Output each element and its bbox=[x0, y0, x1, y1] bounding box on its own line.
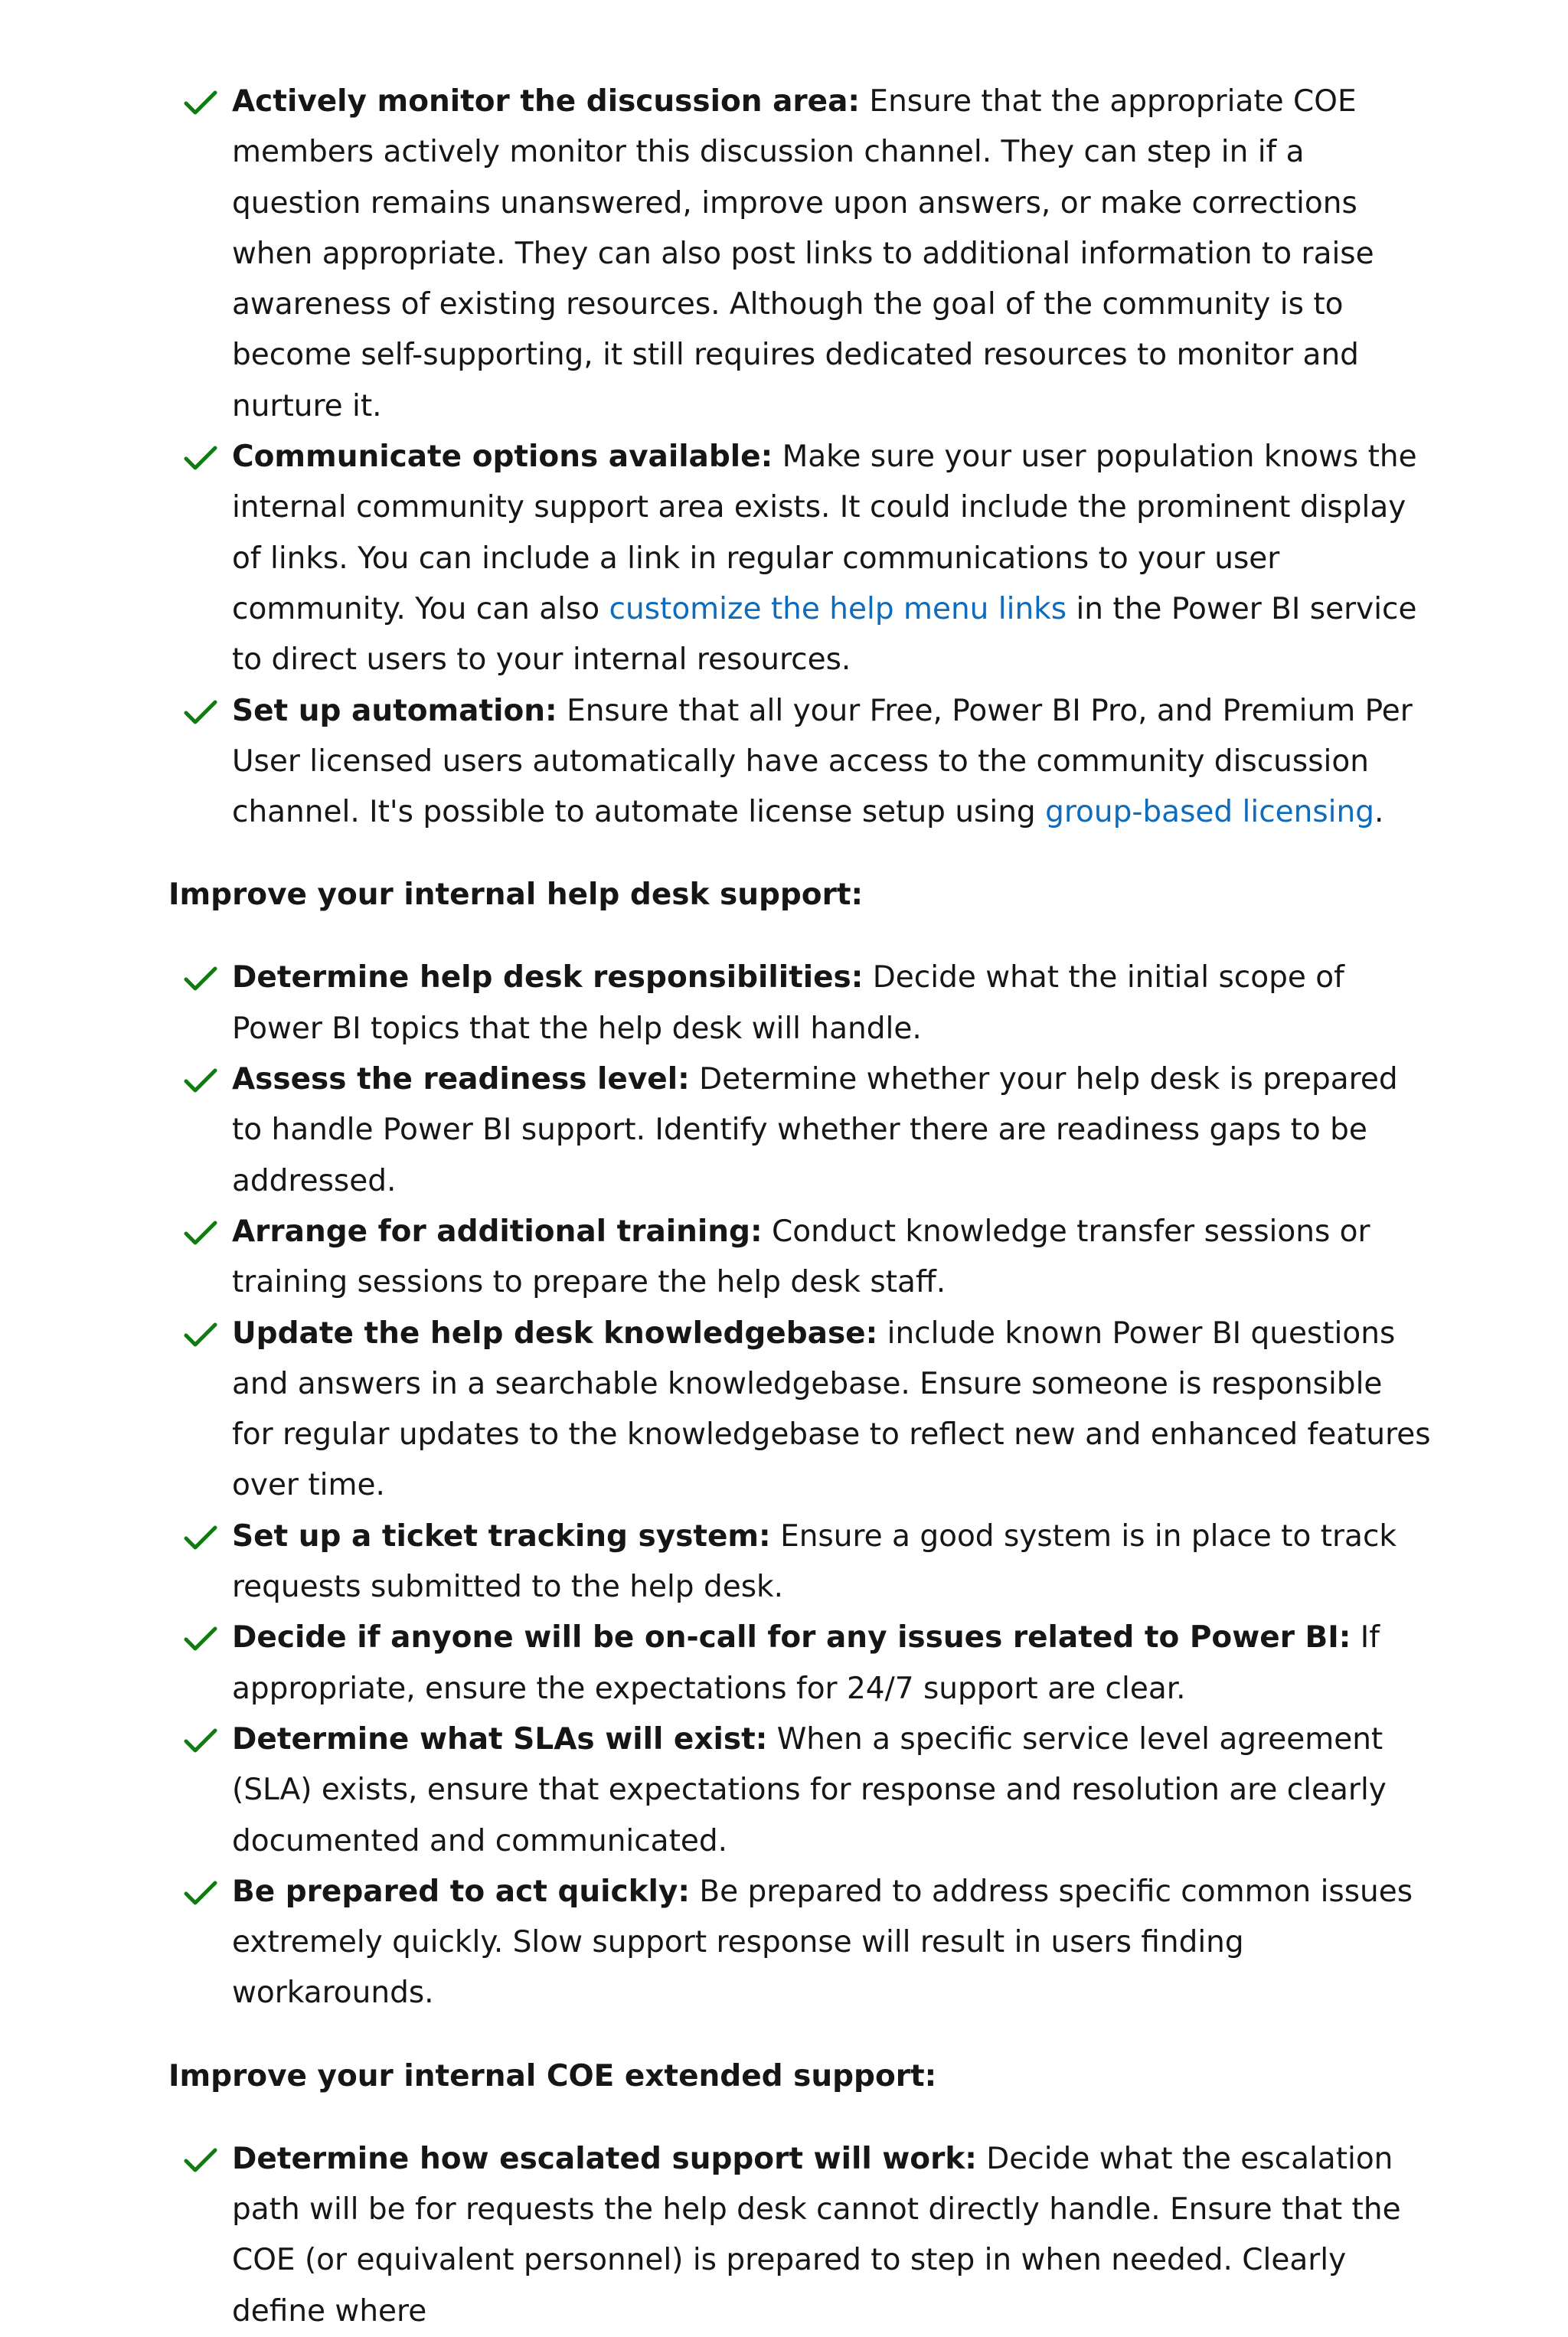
item-lead: Determine help desk responsibilities: bbox=[232, 960, 864, 995]
item-text: . bbox=[1374, 795, 1384, 830]
item-text: Ensure a good system is in place to track requests submitted to the help desk. bbox=[232, 1518, 1396, 1605]
customize-help-menu-link[interactable]: customize the help menu links bbox=[609, 591, 1067, 626]
checklist-item bbox=[168, 1309, 1432, 1512]
item-text: Decide what the escalation path will be for requests the help desk cannot directly handle. Ensure that the COE (or equivalent personnel) is prepared to step in when needed. Clearly define where bbox=[232, 2141, 1401, 2329]
checklist-item bbox=[168, 1512, 1432, 1613]
checkmark-icon bbox=[184, 1322, 217, 1347]
item-text: When a specific service level agreement (SLA) exists, ensure that expectations for response and resolution are clearly documented and communicated. bbox=[232, 1721, 1387, 1858]
checklist-item bbox=[168, 1207, 1432, 1309]
help-desk-checklist bbox=[168, 953, 1432, 2018]
item-text: Be prepared to address specific common issues extremely quickly. Slow support response will result in users finding workarounds. bbox=[232, 1874, 1413, 2011]
item-text: in the Power BI service to direct users to your internal resources. bbox=[232, 591, 1417, 678]
item-lead: Assess the readiness level: bbox=[232, 1062, 690, 1097]
checkmark-icon bbox=[184, 700, 217, 724]
item-lead: Communicate options available: bbox=[232, 440, 773, 475]
section-heading-coe-support: Improve your internal COE extended support: bbox=[168, 2058, 937, 2093]
checkmark-icon bbox=[184, 1626, 217, 1651]
section-heading-help-desk: Improve your internal help desk support: bbox=[168, 878, 864, 913]
checklist-item bbox=[168, 2134, 1432, 2337]
checklist-item bbox=[168, 686, 1432, 838]
item-text: Conduct knowledge transfer sessions or training sessions to prepare the help desk staff. bbox=[232, 1214, 1370, 1300]
checkmark-icon bbox=[184, 1221, 217, 1245]
item-lead: Actively monitor the discussion area: bbox=[232, 84, 861, 119]
item-text: Determine whether your help desk is prepared to handle Power BI support. Identify whether there are readiness gaps to be addressed. bbox=[232, 1062, 1398, 1198]
checkmark-icon bbox=[184, 90, 217, 115]
item-text: Decide what the initial scope of Power BI topics that the help desk will handle. bbox=[232, 960, 1344, 1046]
item-lead: Update the help desk knowledgebase: bbox=[232, 1316, 878, 1351]
checklist-item bbox=[168, 432, 1432, 685]
item-text: If appropriate, ensure the expectations for 24/7 support are clear. bbox=[232, 1620, 1380, 1706]
item-lead: Decide if anyone will be on-call for any issues related to Power BI: bbox=[232, 1620, 1351, 1656]
item-lead: Be prepared to act quickly: bbox=[232, 1874, 690, 1909]
item-lead: Set up a ticket tracking system: bbox=[232, 1518, 771, 1554]
checklist-item bbox=[168, 953, 1432, 1054]
item-lead: Set up automation: bbox=[232, 693, 557, 728]
item-text: Ensure that all your Free, Power BI Pro, and Premium Per User licensed users automatically have access to the community discussion channel. It's possible to automate license setup using bbox=[232, 693, 1413, 830]
checkmark-icon bbox=[184, 966, 217, 991]
group-based-licensing-link[interactable]: group-based licensing bbox=[1045, 795, 1374, 830]
item-text: Make sure your user population knows the internal community support area exists. It could include the prominent display of links. You can include a link in regular communications to your user community. You can also bbox=[232, 440, 1417, 626]
item-lead: Arrange for additional training: bbox=[232, 1214, 763, 1249]
checkmark-icon bbox=[184, 1881, 217, 1905]
item-text: Ensure that the appropriate COE members actively monitor this discussion channel. They can step in if a question remains unanswered, improve upon answers, or make corrections when appropriate. They can also post links to additional information to raise awareness of existing resources. Although the goal of the community is to become self-supporting, it still requires dedicated resources to monitor and nurture it. bbox=[232, 84, 1374, 423]
checklist-item bbox=[168, 1714, 1432, 1867]
checkmark-icon bbox=[184, 1068, 217, 1093]
item-lead: Determine what SLAs will exist: bbox=[232, 1721, 768, 1757]
checklist-item bbox=[168, 77, 1432, 432]
checklist-item bbox=[168, 1054, 1432, 1207]
checkmark-icon bbox=[184, 446, 217, 470]
checkmark-icon bbox=[184, 1728, 217, 1753]
checkmark-icon bbox=[184, 1525, 217, 1550]
checklist-item bbox=[168, 1867, 1432, 2019]
community-checklist bbox=[168, 77, 1432, 838]
item-lead: Determine how escalated support will work: bbox=[232, 2141, 977, 2176]
checklist-item bbox=[168, 1613, 1432, 1714]
checkmark-icon bbox=[184, 2148, 217, 2172]
item-text: include known Power BI questions and answers in a searchable knowledgebase. Ensure someone is responsible for regular updates to the knowledgebase to reflect new and enhanced features over time. bbox=[232, 1316, 1431, 1503]
document-page bbox=[168, 77, 1432, 2337]
coe-support-checklist bbox=[168, 2134, 1432, 2337]
